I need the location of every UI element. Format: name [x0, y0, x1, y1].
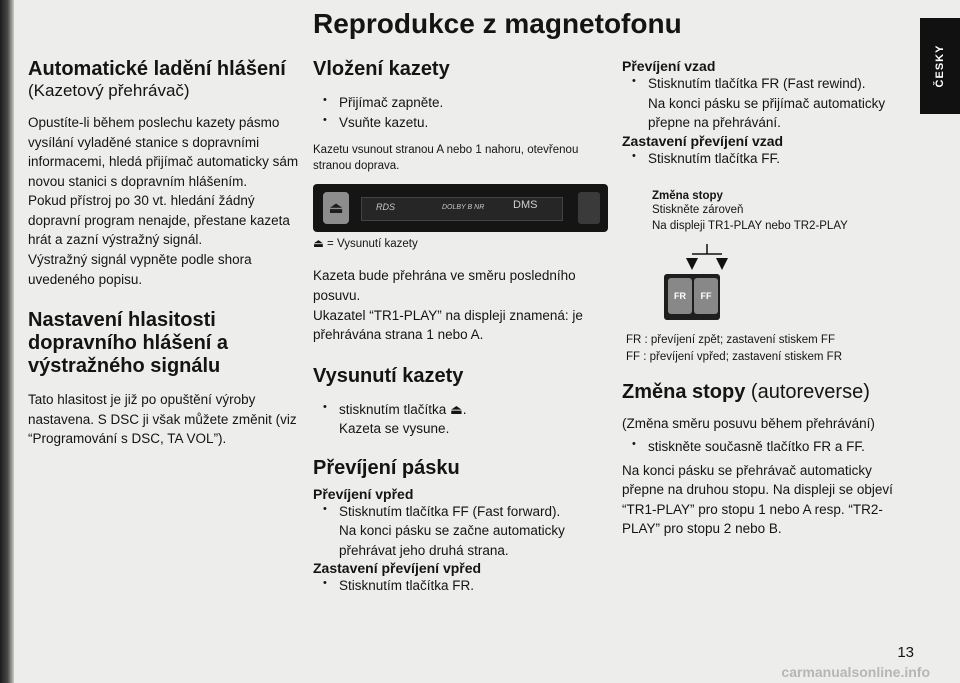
eject-caption: ⏏ = Vysunutí kazety: [313, 238, 418, 251]
section-title-insert: Vložení kazety: [313, 58, 450, 80]
eject-icon: ⏏: [323, 192, 349, 224]
track-change-line: Na displeji TR1-PLAY nebo TR2-PLAY: [652, 220, 848, 233]
button-illustration: [652, 244, 732, 324]
ff-button: FF: [694, 278, 718, 314]
cassette-player-illustration: [313, 184, 608, 232]
heading-bold: Změna stopy: [622, 380, 746, 403]
paragraph: Na konci pásku se přehrávač automaticky přepne na druhou stopu. Na displeji se objeví “TR1-PLAY” pro stopu 1 nebo A resp. “TR2-PLAY” pro stopu 2 nebo B.: [622, 462, 893, 537]
column-middle: [313, 58, 610, 596]
section-title-eject: Vysunutí kazety: [313, 364, 464, 387]
column-left: [28, 58, 310, 449]
track-change-box: [652, 190, 912, 234]
legend-ff: FF : převíjení vpřed; zastavení stiskem FR: [626, 350, 843, 363]
paragraph: Pokud přístroj po 30 vt. hledání žádný dopravní program nenajde, přestane kazeta hrát a zazní výstražný signál.: [28, 193, 290, 248]
paragraph: Výstražný signál vypněte podle shora uvedeného popisu.: [28, 251, 252, 287]
paragraph: Ukazatel “TR1-PLAY” na displeji znamená: je přehrávána strana 1 nebo A.: [313, 307, 583, 343]
list-item: • Vsuňte kazetu.: [313, 113, 610, 133]
heading-light: (autoreverse): [750, 380, 870, 403]
page-number: 13: [897, 644, 914, 661]
list-item: • Přijímač zapněte.: [313, 93, 610, 113]
section-title-auto-tuning: Automatické ladění hlášení: [28, 58, 286, 80]
ff-fr-buttons: [664, 274, 720, 320]
section-subtitle: (Kazetový přehrávač): [28, 81, 190, 100]
stop-ff-steps: [313, 576, 610, 596]
legend-fr: FR : převíjení zpět; zastavení stiskem FF: [626, 334, 835, 347]
fr-button: FR: [668, 278, 692, 314]
eject-steps: [313, 400, 610, 420]
subsection-title: Zastavení převíjení vzad: [622, 132, 784, 149]
paragraph: Tato hlasitost je již po opuštění výroby nastavena. S DSC ji však můžete změnit (viz “Programování s DSC, TA VOL”).: [28, 392, 297, 447]
subsection-title: Převíjení vzad: [622, 58, 716, 74]
page-title: Reprodukce z magnetofonu: [313, 8, 682, 39]
paragraph: (Změna směru posuvu během přehrávání): [622, 415, 875, 431]
paragraph: Opustíte-li během poslechu kazety pásmo vysílání vyladěné stanice s dopravními informacemi, hledá přijímač automaticky sám novou stanici s dopravním hlášením.: [28, 115, 299, 189]
section-title-volume: Nastavení hlasitosti dopravního hlášení a výstražného signálu: [28, 309, 229, 378]
rewind-steps: [622, 74, 912, 94]
list-item: • Stisknutím tlačítka FF (Fast forward).: [313, 502, 610, 522]
list-note: Na konci pásku se přijímač automaticky přepne na přehrávání.: [648, 95, 886, 131]
press-arrows-icon: [682, 244, 732, 272]
stop-rewind-steps: [622, 149, 912, 169]
list-item: • Stisknutím tlačítka FF.: [622, 149, 912, 169]
ff-steps: [313, 502, 610, 522]
watermark: carmanualsonline.info: [781, 664, 930, 680]
subsection-title: Převíjení vpřed: [313, 485, 414, 502]
list-note: Na konci pásku se začne automaticky přehrávat jeho druhá strana.: [339, 523, 565, 558]
track-change-line: Stiskněte zároveň: [652, 204, 744, 217]
list-item: • Stisknutím tlačítka FR.: [313, 576, 610, 596]
column-right: [622, 58, 912, 539]
section-title-winding: Převíjení pásku: [313, 456, 460, 479]
section-title-autoreverse: [622, 381, 912, 404]
list-item: • stiskněte současně tlačítko FR a FF.: [622, 437, 912, 457]
rds-label: RDS: [376, 202, 396, 213]
book-spine: [0, 0, 14, 683]
list-note: Kazeta se vysune.: [339, 421, 450, 437]
dolby-label: DOLBY B NR: [442, 204, 485, 212]
list-item: • Stisknutím tlačítka FR (Fast rewind).: [622, 74, 912, 94]
language-tab: [920, 18, 960, 114]
language-tab-label: ČESKY: [934, 44, 946, 88]
dms-label: DMS: [513, 199, 538, 212]
player-knob: [578, 192, 600, 224]
track-change-title: Změna stopy: [652, 190, 723, 203]
note: Kazetu vsunout stranou A nebo 1 nahoru, otevřenou stranou doprava.: [313, 144, 579, 173]
insert-steps: [313, 93, 610, 132]
paragraph: Kazeta bude přehrána ve směru posledního posuvu.: [313, 268, 576, 303]
list-item: • stisknutím tlačítka ⏏.: [313, 400, 610, 420]
subsection-title: Zastavení převíjení vpřed: [313, 560, 482, 577]
autoreverse-steps: [622, 437, 912, 457]
